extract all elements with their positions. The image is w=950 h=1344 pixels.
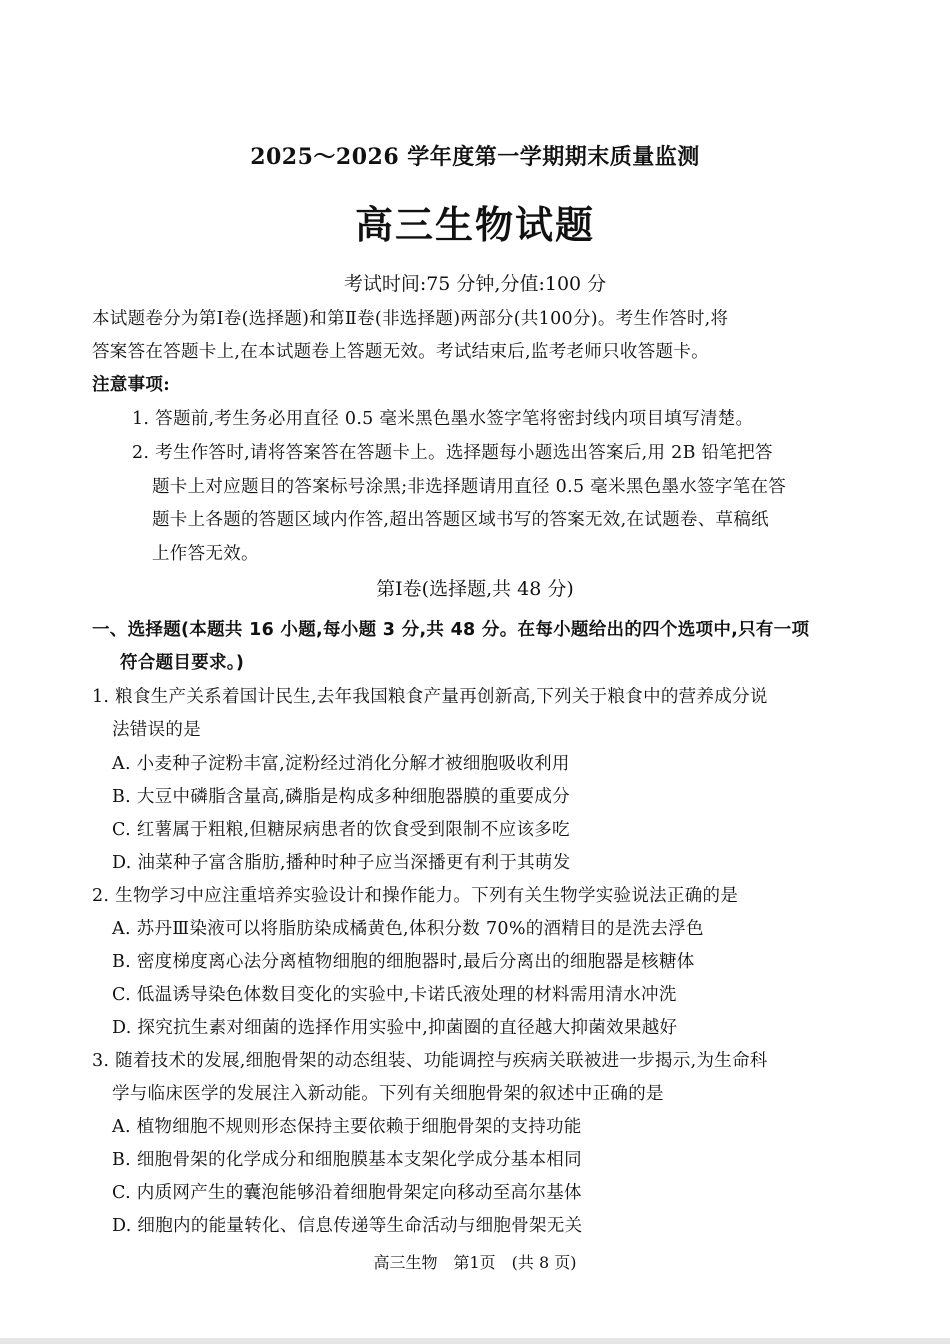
notes-heading: 注意事项: <box>92 375 170 395</box>
exam-title: 高三生物试题 <box>354 202 595 247</box>
question-3-option-c: C. 内质网产生的囊泡能够沿着细胞骨架定向移动至高尔基体 <box>112 1183 582 1203</box>
question-1-option-a: A. 小麦种子淀粉丰富,淀粉经过消化分解才被细胞吸收利用 <box>112 754 570 774</box>
question-2-option-c: C. 低温诱导染色体数目变化的实验中,卡诺氏液处理的材料需用清水冲洗 <box>112 985 677 1005</box>
intro-line-2: 答案答在答题卡上,在本试题卷上答题无效。考试结束后,监考老师只收答题卡。 <box>92 342 709 362</box>
question-2-stem-line-1: 2. 生物学习中应注重培养实验设计和操作能力。下列有关生物学实验说法正确的是 <box>92 886 739 906</box>
question-3-stem-line-2: 学与临床医学的发展注入新动能。下列有关细胞骨架的叙述中正确的是 <box>112 1084 664 1104</box>
question-1-option-b: B. 大豆中磷脂含量高,磷脂是构成多种细胞器膜的重要成分 <box>112 787 570 807</box>
intro-line-1: 本试题卷分为第Ⅰ卷(选择题)和第Ⅱ卷(非选择题)两部分(共100分)。考生作答时,将 <box>92 309 729 329</box>
exam-subtitle: 2025～2026 学年度第一学期期末质量监测 <box>250 144 700 170</box>
question-1-option-c: C. 红薯属于粗粮,但糖尿病患者的饮食受到限制不应该多吃 <box>112 820 570 840</box>
question-1-stem-line-1: 1. 粮食生产关系着国计民生,去年我国粮食产量再创新高,下列关于粮食中的营养成分说 <box>92 687 768 707</box>
page-footer: 高三生物 第1页 (共 8 页) <box>373 1253 577 1272</box>
notes-item-2-line-4: 上作答无效。 <box>152 544 259 564</box>
question-3-option-a: A. 植物细胞不规则形态保持主要依赖于细胞骨架的支持功能 <box>112 1117 582 1137</box>
section-instruction-line-1: 一、选择题(本题共 16 小题,每小题 3 分,共 48 分。在每小题给出的四个选项中,只有一项 <box>92 620 810 640</box>
question-2-option-a: A. 苏丹Ⅲ染液可以将脂肪染成橘黄色,体积分数 70%的酒精目的是洗去浮色 <box>112 919 704 939</box>
part1-heading: 第Ⅰ卷(选择题,共 48 分) <box>376 578 574 600</box>
question-2-option-b: B. 密度梯度离心法分离植物细胞的细胞器时,最后分离出的细胞器是核糖体 <box>112 952 695 972</box>
notes-item-1: 1. 答题前,考生务必用直径 0.5 毫米黑色墨水签字笔将密封线内项目填写清楚。 <box>132 409 754 429</box>
exam-info: 考试时间:75 分钟,分值:100 分 <box>343 273 607 295</box>
notes-item-2-line-3: 题卡上各题的答题区域内作答,超出答题区域书写的答案无效,在试题卷、草稿纸 <box>152 510 769 530</box>
scan-edge <box>0 1338 950 1344</box>
question-3-stem-line-1: 3. 随着技术的发展,细胞骨架的动态组装、功能调控与疾病关联被进一步揭示,为生命科 <box>92 1051 768 1071</box>
notes-item-2-line-2: 题卡上对应题目的答案标号涂黑;非选择题请用直径 0.5 毫米黑色墨水签字笔在答 <box>152 477 787 497</box>
question-3-option-b: B. 细胞骨架的化学成分和细胞膜基本支架化学成分基本相同 <box>112 1150 582 1170</box>
question-1-option-d: D. 油菜种子富含脂肪,播种时种子应当深播更有利于其萌发 <box>112 853 571 873</box>
section-instruction-line-2: 符合题目要求。) <box>120 653 245 673</box>
notes-item-2-line-1: 2. 考生作答时,请将答案答在答题卡上。选择题每小题选出答案后,用 2B 铅笔把答 <box>132 443 773 463</box>
question-1-stem-line-2: 法错误的是 <box>112 720 201 740</box>
question-2-option-d: D. 探究抗生素对细菌的选择作用实验中,抑菌圈的直径越大抑菌效果越好 <box>112 1018 678 1038</box>
question-3-option-d: D. 细胞内的能量转化、信息传递等生命活动与细胞骨架无关 <box>112 1216 583 1236</box>
